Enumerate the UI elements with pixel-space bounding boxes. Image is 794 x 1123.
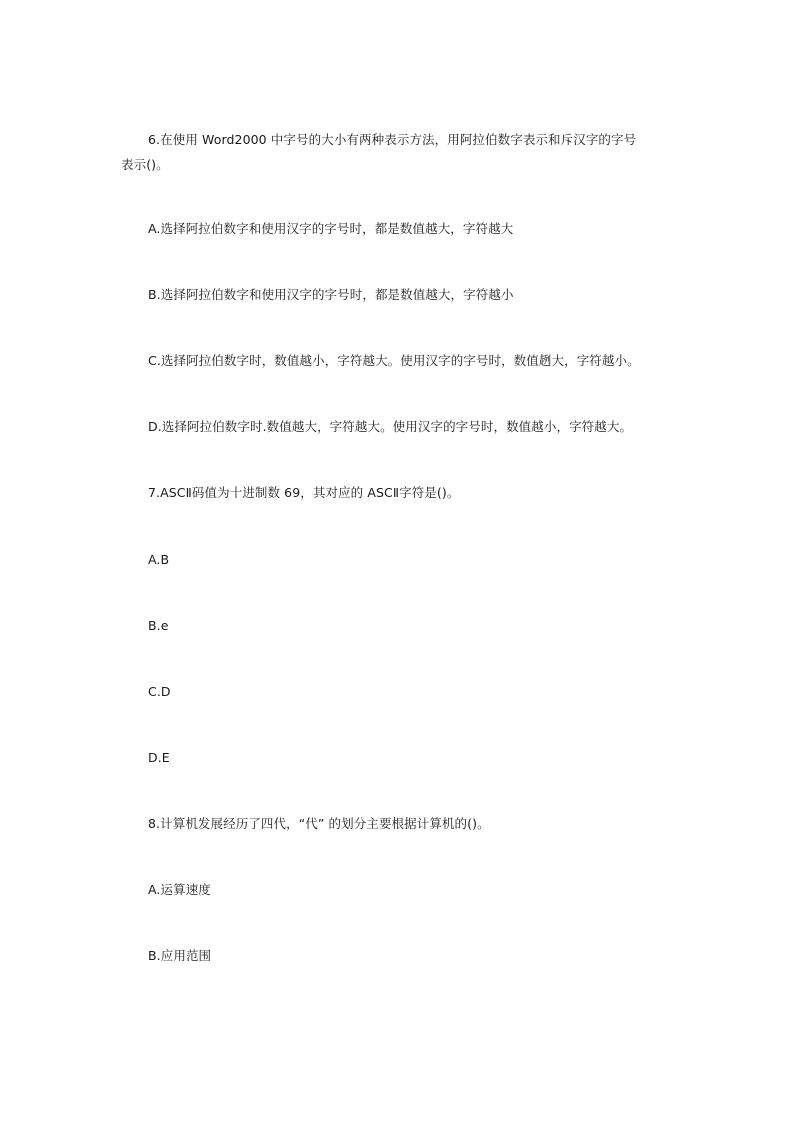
question-7-option-c: C.D <box>148 684 171 699</box>
question-6-option-c: C.选择阿拉伯数字时，数值越小，字符越大。使用汉字的字号时，数值趔大，字符越小。 <box>148 353 640 368</box>
question-6-stem-line-2: 表示()。 <box>121 157 169 172</box>
question-8-option-b: B.应用范围 <box>148 948 212 963</box>
question-6-option-a: A.选择阿拉伯数字和使用汉字的字号时，都是数值越大，字符越大 <box>148 221 514 236</box>
question-6-option-b: B.选择阿拉伯数字和使用汉字的字号时，都是数值越大，字符越小 <box>148 287 514 302</box>
question-6-option-d: D.选择阿拉伯数字时.数值越大，字符越大。使用汉字的字号时，数值越小，字符越大。 <box>148 419 633 434</box>
question-6-stem-line-1: 6.在使用 Word2000 中字号的大小有两种表示方法，用阿拉伯数字表示和斥汉字的字号 <box>148 132 637 147</box>
question-7-option-d: D.E <box>148 750 170 765</box>
question-7-stem: 7.ASCⅡ码值为十进制数 69，其对应的 ASCⅡ字符是()。 <box>148 485 460 500</box>
question-8-option-a: A.运算速度 <box>148 882 211 897</box>
question-7-option-a: A.B <box>148 552 170 567</box>
question-7-option-b: B.e <box>148 618 169 633</box>
question-8-stem: 8.计算机发展经历了四代，“代” 的划分主要根据计算机的()。 <box>148 816 490 831</box>
